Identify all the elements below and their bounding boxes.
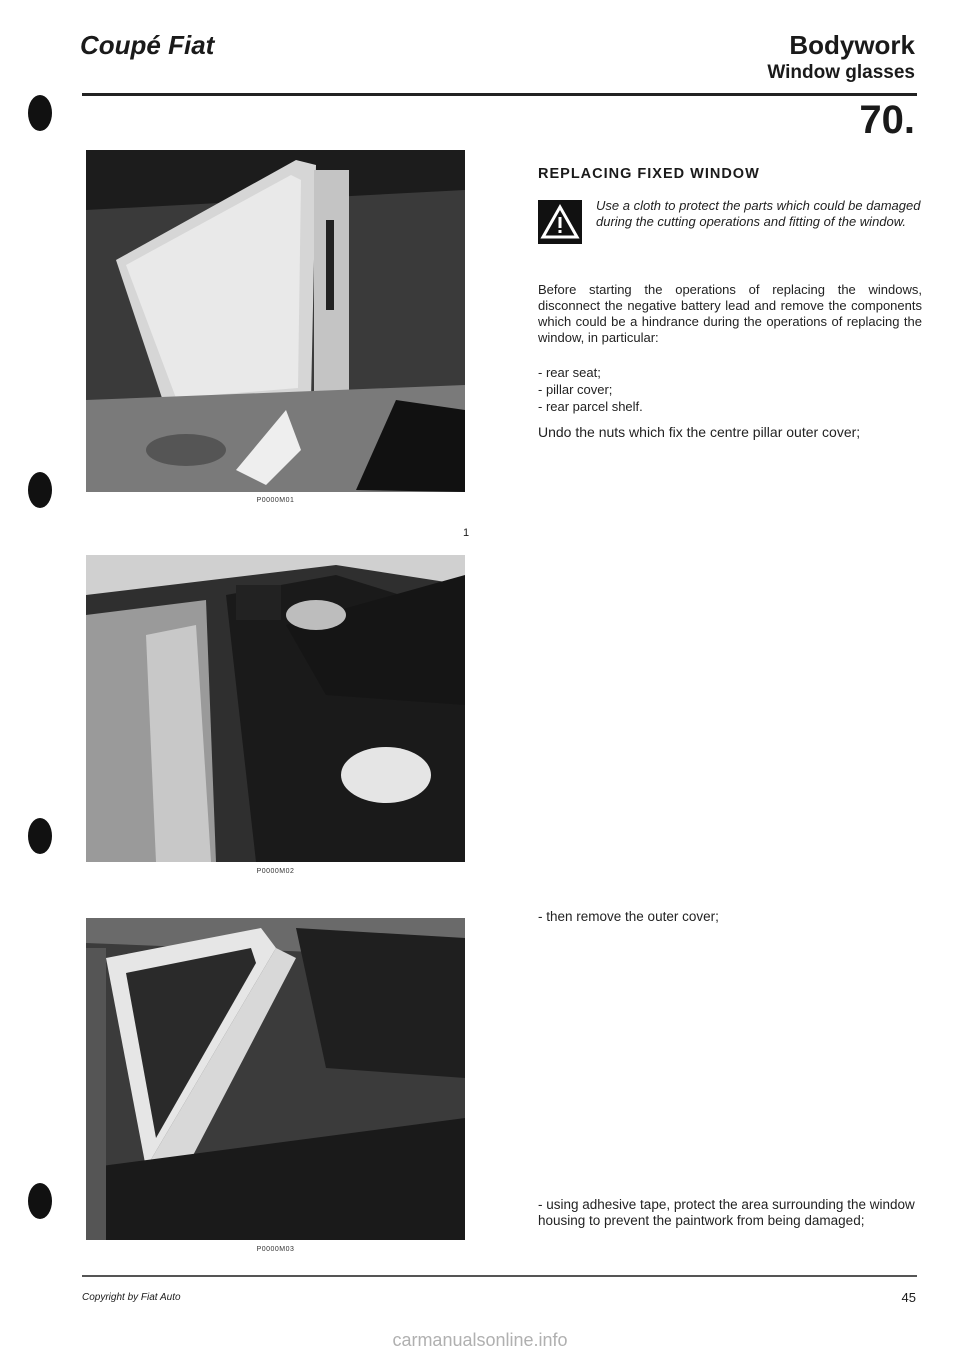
photo-code: P0000M03 xyxy=(256,1246,295,1253)
step-remove-cover: - then remove the outer cover; xyxy=(538,909,719,924)
footer-page-number: 45 xyxy=(901,1290,916,1305)
punch-hole xyxy=(28,95,52,131)
list-item: - rear parcel shelf. xyxy=(538,399,643,414)
photo-adhesive-tape-window xyxy=(86,918,465,1240)
manual-title: Coupé Fiat xyxy=(80,30,215,60)
list-item: - pillar cover; xyxy=(538,382,613,397)
section-title: REPLACING FIXED WINDOW xyxy=(538,166,760,182)
intro-paragraph: Before starting the operations of replacing the windows, disconnect the negative battery lead and remove the components which could be a hindrance during the operations of replacing the window, in particular: xyxy=(538,282,922,345)
photo-code: P0000M01 xyxy=(256,497,295,504)
header-rule xyxy=(82,93,917,96)
instruction-paragraph: Undo the nuts which fix the centre pillar outer cover; xyxy=(538,424,861,440)
warning-triangle-icon xyxy=(538,200,582,244)
components-list xyxy=(538,364,922,415)
punch-hole xyxy=(28,818,52,854)
list-item: - rear seat; xyxy=(538,365,601,380)
photo-code: P0000M02 xyxy=(256,868,295,875)
watermark: carmanualsonline.info xyxy=(392,1330,568,1350)
copyright-notice: Copyright by Fiat Auto xyxy=(82,1292,181,1303)
section-subtitle: Window glasses xyxy=(767,62,915,83)
chapter-title: Bodywork xyxy=(789,30,915,60)
footer-rule xyxy=(82,1275,917,1277)
punch-hole xyxy=(28,1183,52,1219)
page-number: 70. xyxy=(859,98,915,142)
callout-label: 1 xyxy=(463,527,470,539)
photo-pillar-cover-removal xyxy=(86,555,465,862)
photo-rear-window-frame xyxy=(86,150,465,492)
warning-text: Use a cloth to protect the parts which could be damaged during the cutting operations and fitting of the window. xyxy=(596,198,921,229)
punch-hole xyxy=(28,472,52,508)
step-adhesive-tape: - using adhesive tape, protect the area surrounding the window housing to prevent the paintwork from being damaged; xyxy=(538,1197,915,1228)
